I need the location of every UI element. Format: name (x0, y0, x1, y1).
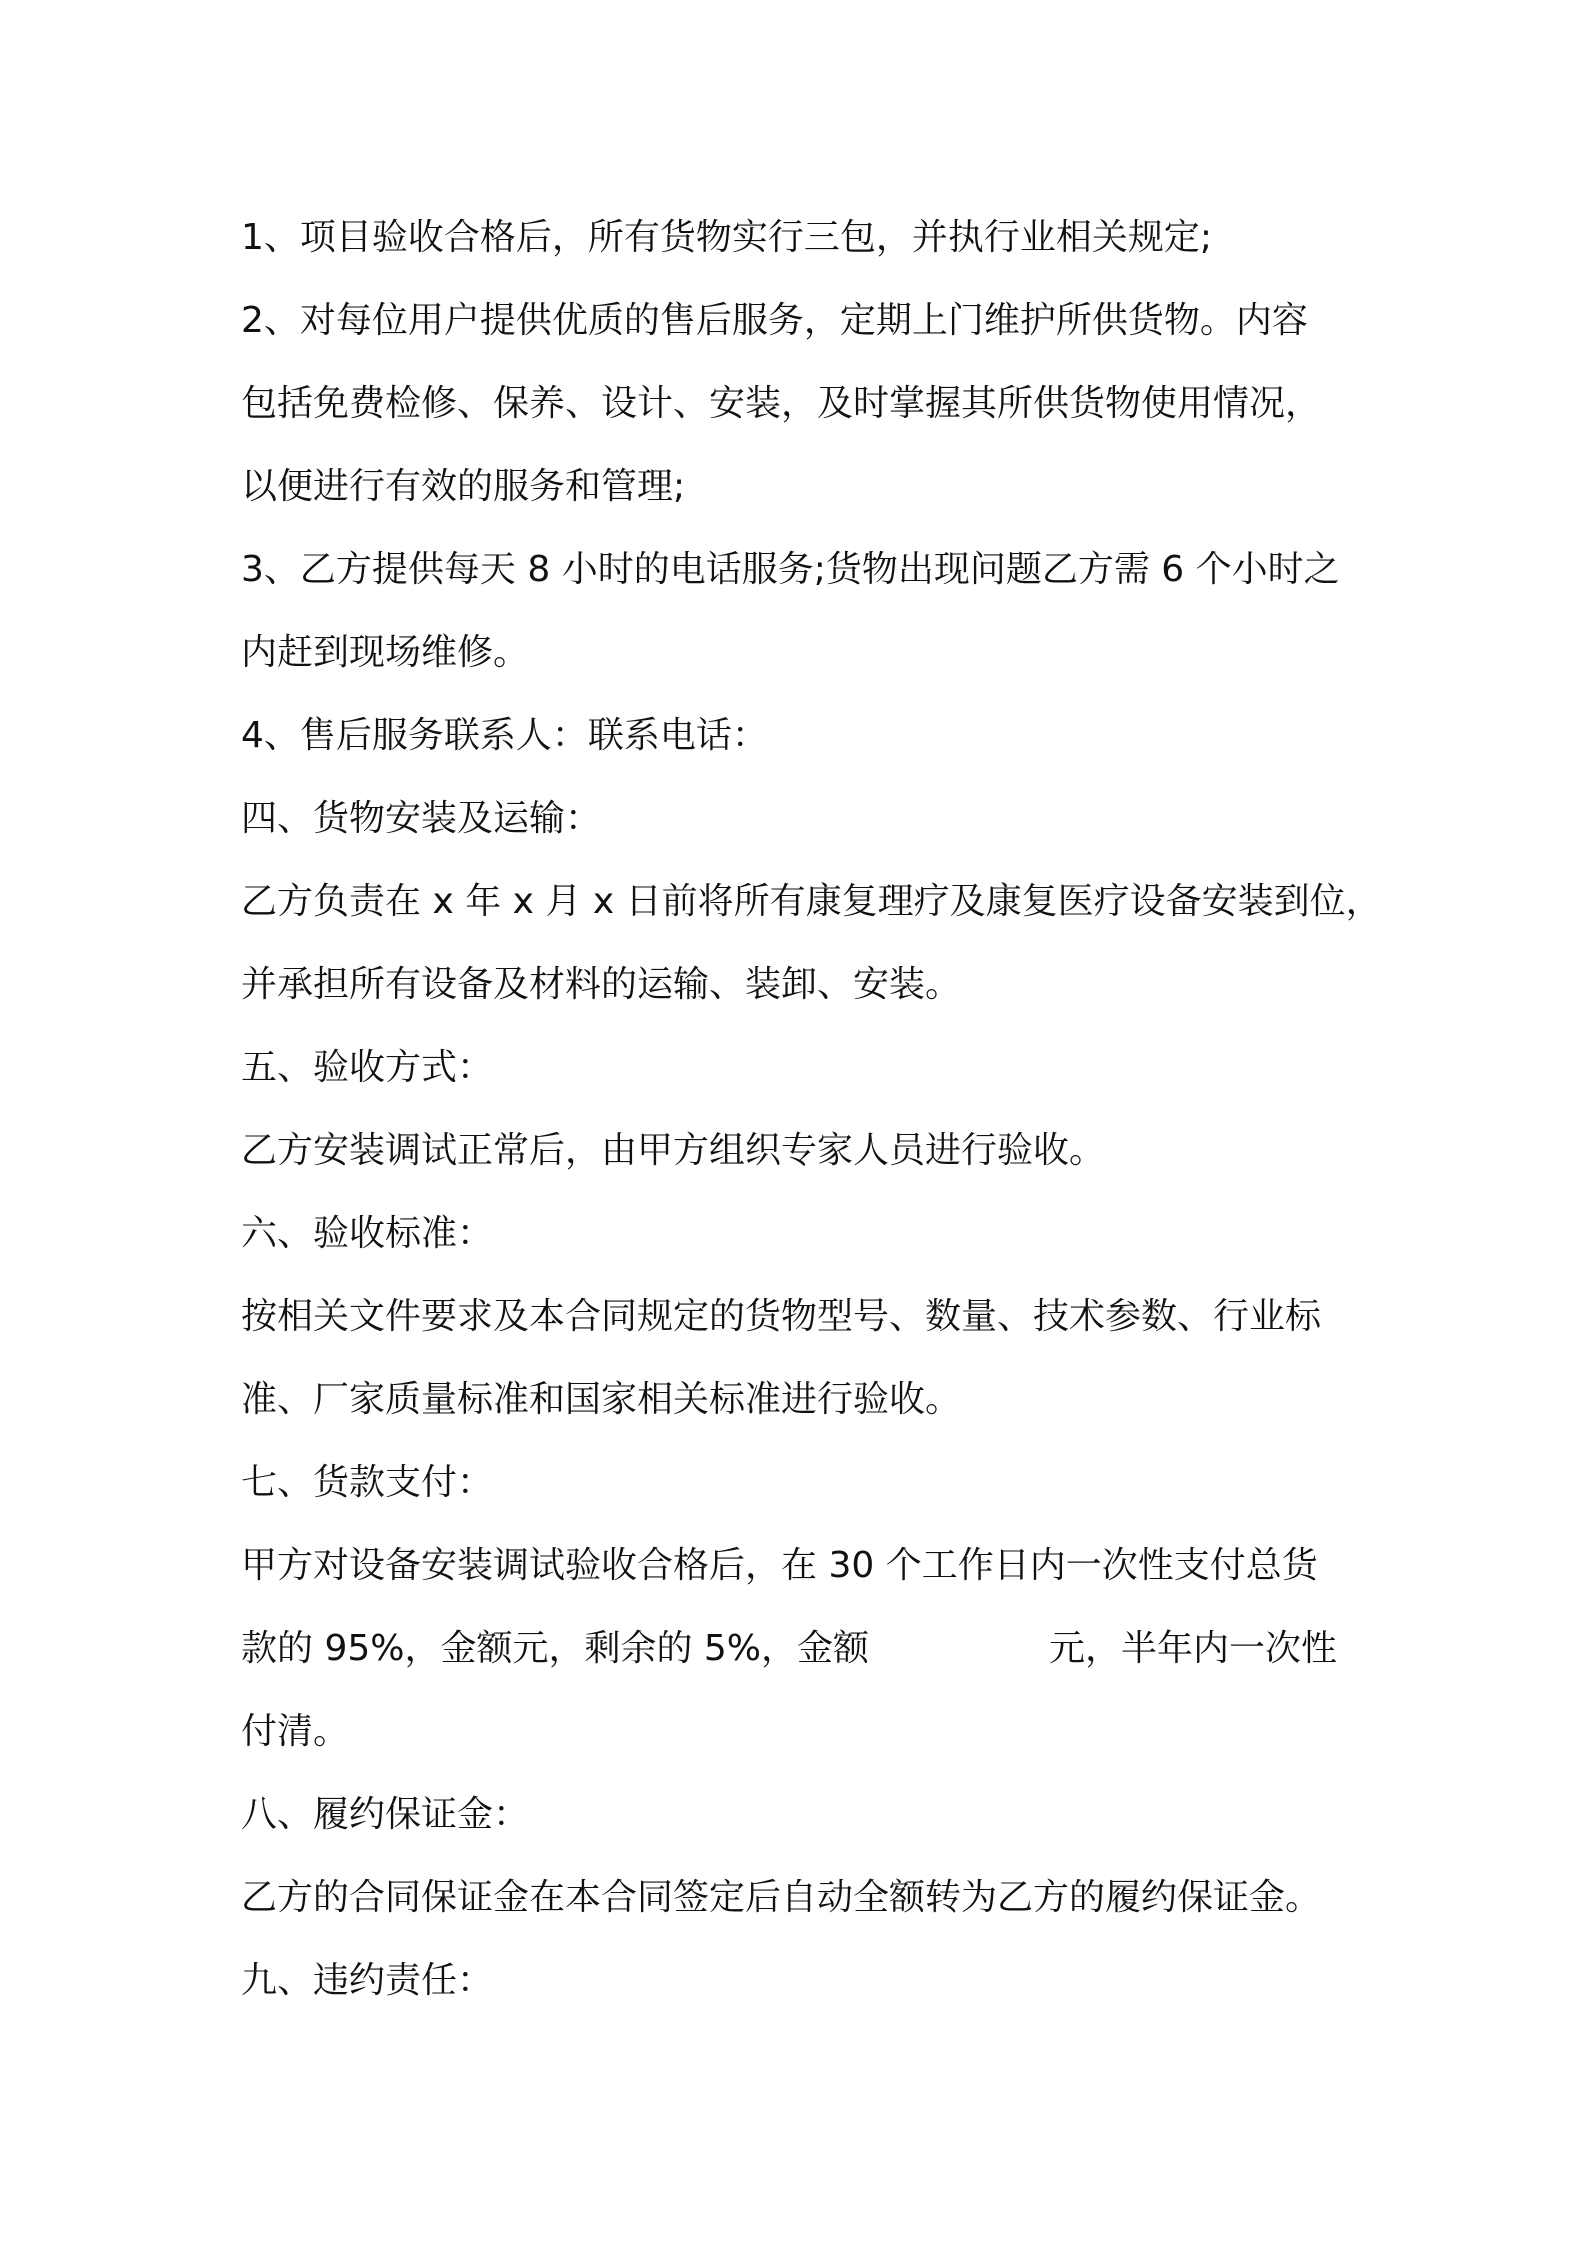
installation-text-line-2: 并承担所有设备及材料的运输、装卸、安装。 (241, 964, 962, 1005)
performance-bond-text: 乙方的合同保证金在本合同签定后自动全额转为乙方的履约保证金。 (241, 1877, 1322, 1918)
document-body (241, 196, 1381, 2022)
acceptance-standard-text-line-1: 按相关文件要求及本合同规定的货物型号、数量、技术参数、行业标 (241, 1296, 1322, 1337)
clause-3-line-1: 3、乙方提供每天 8 小时的电话服务;货物出现问题乙方需 6 个小时之 (241, 549, 1340, 590)
payment-text-line-3: 付清。 (241, 1711, 350, 1752)
section-heading-breach-liability: 九、违约责任： (241, 1960, 494, 2001)
clause-3-line-2: 内赶到现场维修。 (241, 632, 530, 673)
installation-text-line-1: 乙方负责在 x 年 x 月 x 日前将所有康复理疗及康复医疗设备安装到位， (241, 881, 1382, 922)
acceptance-method-text: 乙方安装调试正常后，由甲方组织专家人员进行验收。 (241, 1130, 1106, 1171)
clause-4-line: 4、售后服务联系人：联系电话： (241, 715, 768, 756)
clause-2-line-3: 以便进行有效的服务和管理; (241, 466, 686, 507)
section-heading-acceptance-method: 五、验收方式： (241, 1047, 494, 1088)
section-heading-acceptance-standard: 六、验收标准： (241, 1213, 494, 1254)
payment-text-line-1: 甲方对设备安装调试验收合格后，在 30 个工作日内一次性支付总货 (241, 1545, 1318, 1586)
clause-2-line-1: 2、对每位用户提供优质的售后服务，定期上门维护所供货物。内容 (241, 300, 1308, 341)
clause-2-line-2: 包括免费检修、保养、设计、安装，及时掌握其所供货物使用情况， (241, 383, 1322, 424)
section-heading-payment: 七、货款支付： (241, 1462, 494, 1503)
payment-text-line-2: 款的 95%，金额元，剩余的 5%，金额 元，半年内一次性 (241, 1628, 1338, 1669)
section-heading-performance-bond: 八、履约保证金： (241, 1794, 530, 1835)
clause-1-line: 1、项目验收合格后，所有货物实行三包，并执行业相关规定; (241, 217, 1213, 258)
acceptance-standard-text-line-2: 准、厂家质量标准和国家相关标准进行验收。 (241, 1379, 962, 1420)
section-heading-installation: 四、货物安装及运输： (241, 798, 602, 839)
